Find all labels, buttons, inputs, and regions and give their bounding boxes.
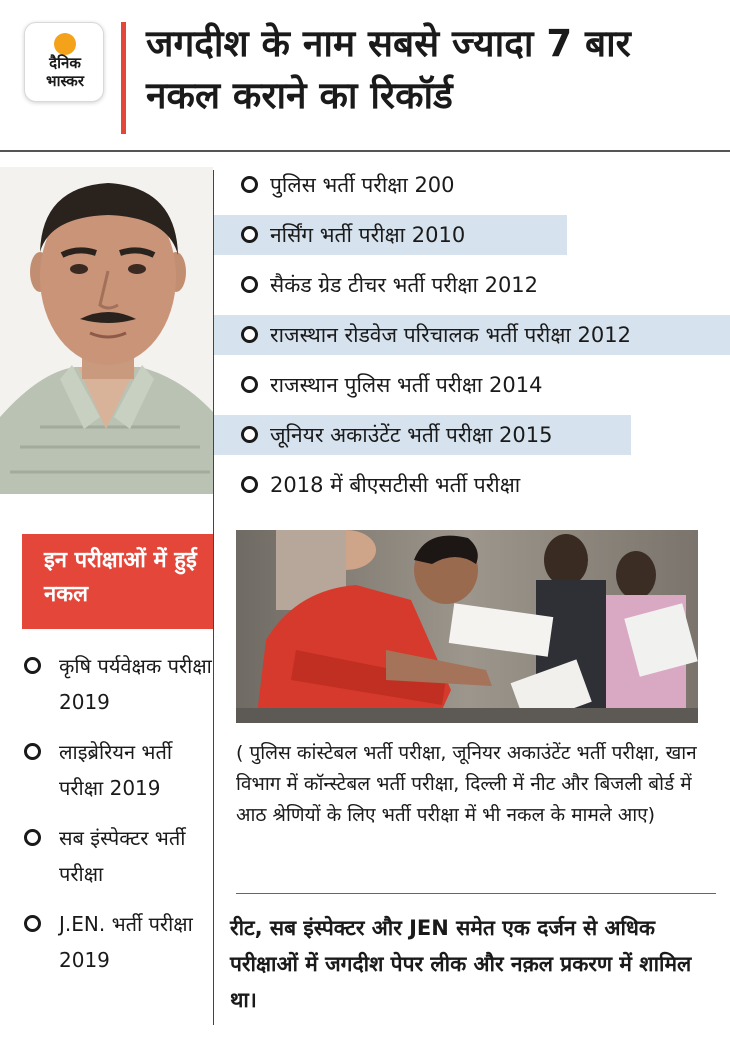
bullet-circle-icon xyxy=(241,476,258,493)
side-list-item xyxy=(22,820,213,892)
bullet-circle-icon xyxy=(24,743,41,760)
side-exam-list xyxy=(22,648,213,992)
logo-line-2: भास्कर xyxy=(46,72,84,90)
exam-list-item xyxy=(214,210,730,260)
exam-item-text: सैकंड ग्रेड टीचर भर्ती परीक्षा 2012 xyxy=(270,273,539,297)
exam-list-item xyxy=(214,160,730,210)
side-heading: इन परीक्षाओं में हुई नकल xyxy=(22,534,213,629)
photo-caption: ( पुलिस कांस्टेबल भर्ती परीक्षा, जूनियर अकाउंटेंट भर्ती परीक्षा, खान विभाग में कॉन्स्टेबल भर्ती परीक्षा, दिल्ली में नीट और बिजली बोर्ड में आठ श्रेणियों के लिए भर्ती परीक्षा में भी नकल के मामले आए) xyxy=(236,742,697,826)
bullet-circle-icon xyxy=(24,657,41,674)
side-item-text: लाइब्रेरियन भर्ती परीक्षा 2019 xyxy=(59,740,173,800)
bullet-circle-icon xyxy=(241,376,258,393)
brand-logo xyxy=(24,22,104,102)
portrait-illustration xyxy=(0,167,213,494)
side-item-text: कृषि पर्यवेक्षक परीक्षा 2019 xyxy=(59,654,212,714)
exam-list-item xyxy=(214,460,730,510)
exam-candidates-photo xyxy=(236,530,698,723)
accused-portrait-photo xyxy=(0,167,213,494)
exam-list xyxy=(214,160,730,510)
page-title: जगदीश के नाम सबसे ज्यादा 7 बार नकल कराने का रिकॉर्ड xyxy=(146,22,631,117)
bullet-circle-icon xyxy=(241,276,258,293)
side-item-text: J.EN. भर्ती परीक्षा 2019 xyxy=(59,912,193,972)
caption-divider xyxy=(236,893,716,894)
exam-list-item xyxy=(214,310,730,360)
exam-list-item xyxy=(214,410,730,460)
bullet-circle-icon xyxy=(241,426,258,443)
side-item-text: सब इंस्पेक्टर भर्ती परीक्षा xyxy=(59,826,186,886)
exam-list-item xyxy=(214,260,730,310)
exam-item-text: पुलिस भर्ती परीक्षा 200 xyxy=(270,173,455,197)
logo-line-1: दैनिक xyxy=(49,54,81,72)
exam-item-text: जूनियर अकाउंटेंट भर्ती परीक्षा 2015 xyxy=(270,423,553,447)
summary-text: रीट, सब इंस्पेक्टर और JEN समेत एक दर्जन से अधिक परीक्षाओं में जगदीश पेपर लीक और नक़ल प्रकरण में शामिल था। xyxy=(230,916,692,1012)
bullet-circle-icon xyxy=(241,176,258,193)
header-divider xyxy=(0,150,730,152)
bullet-circle-icon xyxy=(24,915,41,932)
side-list-item xyxy=(22,906,213,978)
exam-photo-illustration xyxy=(236,530,698,723)
bullet-circle-icon xyxy=(24,829,41,846)
exam-item-text: 2018 में बीएसटीसी भर्ती परीक्षा xyxy=(270,473,521,497)
exam-list-item xyxy=(214,360,730,410)
title-accent-bar xyxy=(121,22,126,134)
exam-item-text: राजस्थान रोडवेज परिचालक भर्ती परीक्षा 2012 xyxy=(270,323,631,347)
bullet-circle-icon xyxy=(241,226,258,243)
exam-item-text: राजस्थान पुलिस भर्ती परीक्षा 2014 xyxy=(270,373,543,397)
side-list-item xyxy=(22,648,213,720)
bullet-circle-icon xyxy=(241,326,258,343)
side-list-item xyxy=(22,734,213,806)
exam-item-text: नर्सिंग भर्ती परीक्षा 2010 xyxy=(270,223,466,247)
sun-icon xyxy=(54,33,76,55)
